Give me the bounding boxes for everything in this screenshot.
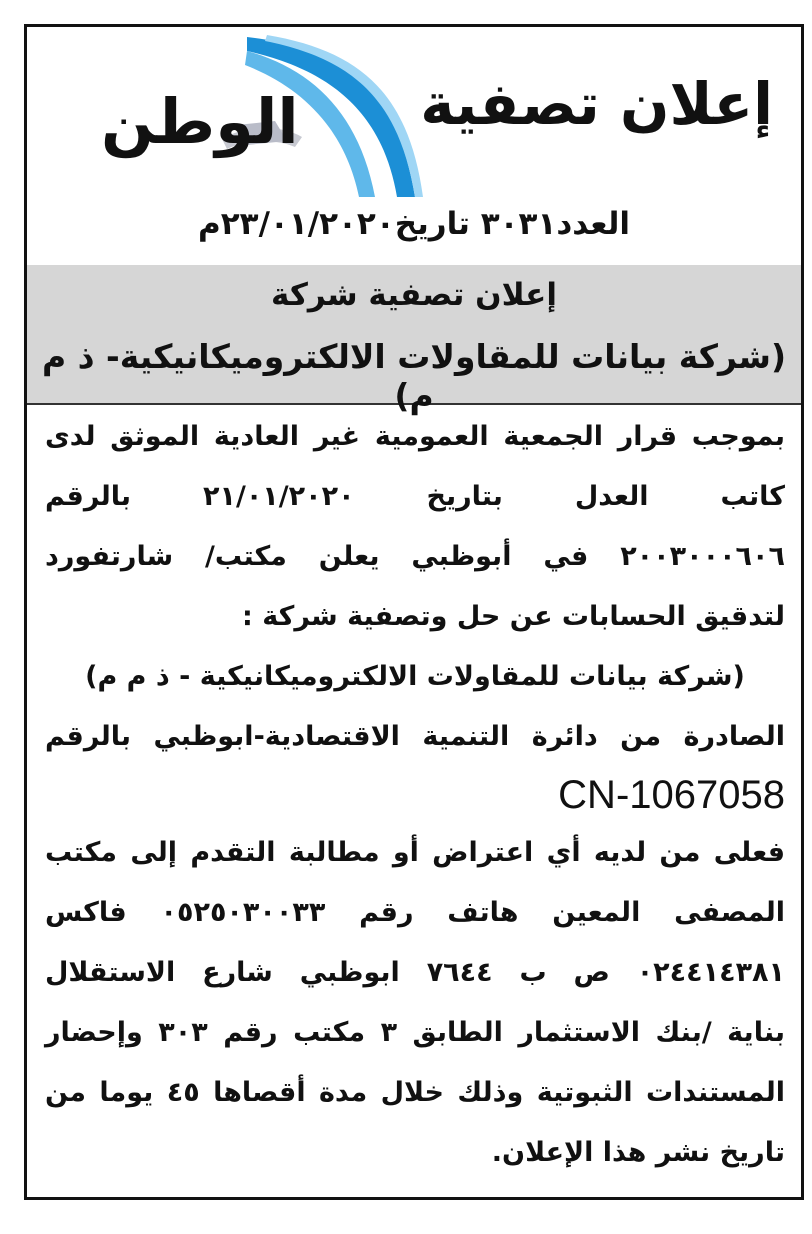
body-line: ٢٠٠٣٠٠٠٦٠٦ في أبوظبي يعلن مكتب/ شارتفورد bbox=[45, 541, 785, 572]
notice-body bbox=[45, 407, 785, 1183]
body-line: بناية /بنك الاستثمار الطابق ٣ مكتب رقم ٣٠٣ وإحضار bbox=[45, 1017, 785, 1048]
body-line: بموجب قرار الجمعية العمومية غير العادية الموثق لدى bbox=[45, 421, 785, 452]
body-line: فعلى من لديه أي اعتراض أو مطالبة التقدم إلى مكتب bbox=[45, 837, 785, 868]
page-title: إعلان تصفية bbox=[420, 70, 773, 138]
body-line: المستندات الثبوتية وذلك خلال مدة أقصاها ٤٥ يوما من bbox=[45, 1077, 785, 1108]
registration-number: CN-1067058 bbox=[558, 773, 785, 817]
body-line: لتدقيق الحسابات عن حل وتصفية شركة : bbox=[242, 601, 785, 632]
newspaper-logo bbox=[97, 29, 427, 201]
body-line: تاريخ نشر هذا الإعلان. bbox=[491, 1137, 785, 1168]
company-name: (شركة بيانات للمقاولات الالكتروميكانيكية- ذ م م) bbox=[41, 337, 787, 415]
body-line: كاتب العدل بتاريخ ٢١/٠١/٢٠٢٠ بالرقم bbox=[45, 481, 785, 512]
issue-line: العدد٣٠٣١ تاريخ٢٣/٠١/٢٠٢٠م bbox=[198, 206, 630, 242]
notice-heading-band bbox=[27, 265, 801, 415]
announcement-frame bbox=[24, 24, 804, 1200]
body-line: الصادرة من دائرة التنمية الاقتصادية-ابوظبي بالرقم bbox=[45, 721, 785, 752]
body-line: المصفى المعين هاتف رقم ٠٥٢٥٠٣٠٠٣٣ فاكس bbox=[45, 897, 785, 928]
logo-text: الوطن bbox=[101, 85, 299, 158]
body-line: (شركة بيانات للمقاولات الالكتروميكانيكية - ذ م م) bbox=[85, 661, 745, 692]
notice-heading: إعلان تصفية شركة bbox=[271, 277, 557, 313]
header bbox=[27, 27, 801, 207]
body-line: ٠٢٤٤١٤٣٨١ ص ب ٧٦٤٤ ابوظبي شارع الاستقلال bbox=[45, 957, 786, 988]
